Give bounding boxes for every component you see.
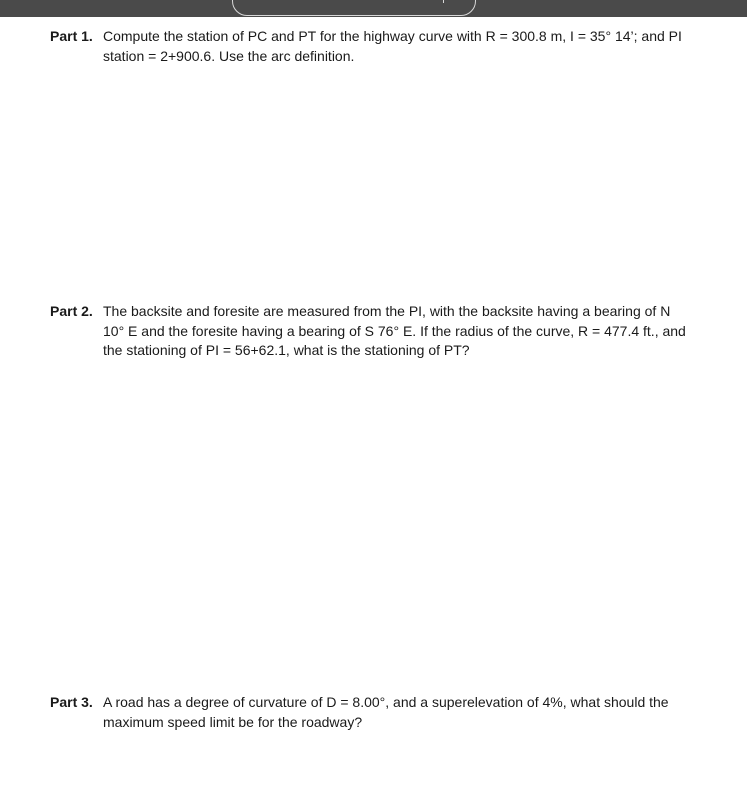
part-3-label: Part 3. bbox=[50, 694, 93, 710]
part-3-question bbox=[50, 693, 700, 732]
part-2-label: Part 2. bbox=[50, 303, 93, 319]
top-toolbar bbox=[0, 0, 747, 17]
toolbar-pill-control[interactable] bbox=[232, 0, 476, 16]
part-2-text: The backsite and foresite are measured from the PI, with the backsite having a bearing of N 10° E and the foresite having a bearing of S 76° E. If the radius of the curve, R = 477.4 ft., and the stationing of PI = 56+62.1, what is the stationing of PT? bbox=[103, 303, 686, 358]
part-1-text: Compute the station of PC and PT for the highway curve with R = 300.8 m, I = 35° 14’; and PI station = 2+900.6. Use the arc definition. bbox=[103, 28, 682, 64]
part-1-label: Part 1. bbox=[50, 28, 93, 44]
part-1-question bbox=[50, 27, 700, 66]
pill-divider bbox=[443, 0, 444, 3]
part-2-question bbox=[50, 302, 700, 361]
part-3-text: A road has a degree of curvature of D = 8.00°, and a superelevation of 4%, what should the maximum speed limit be for the roadway? bbox=[103, 694, 669, 730]
